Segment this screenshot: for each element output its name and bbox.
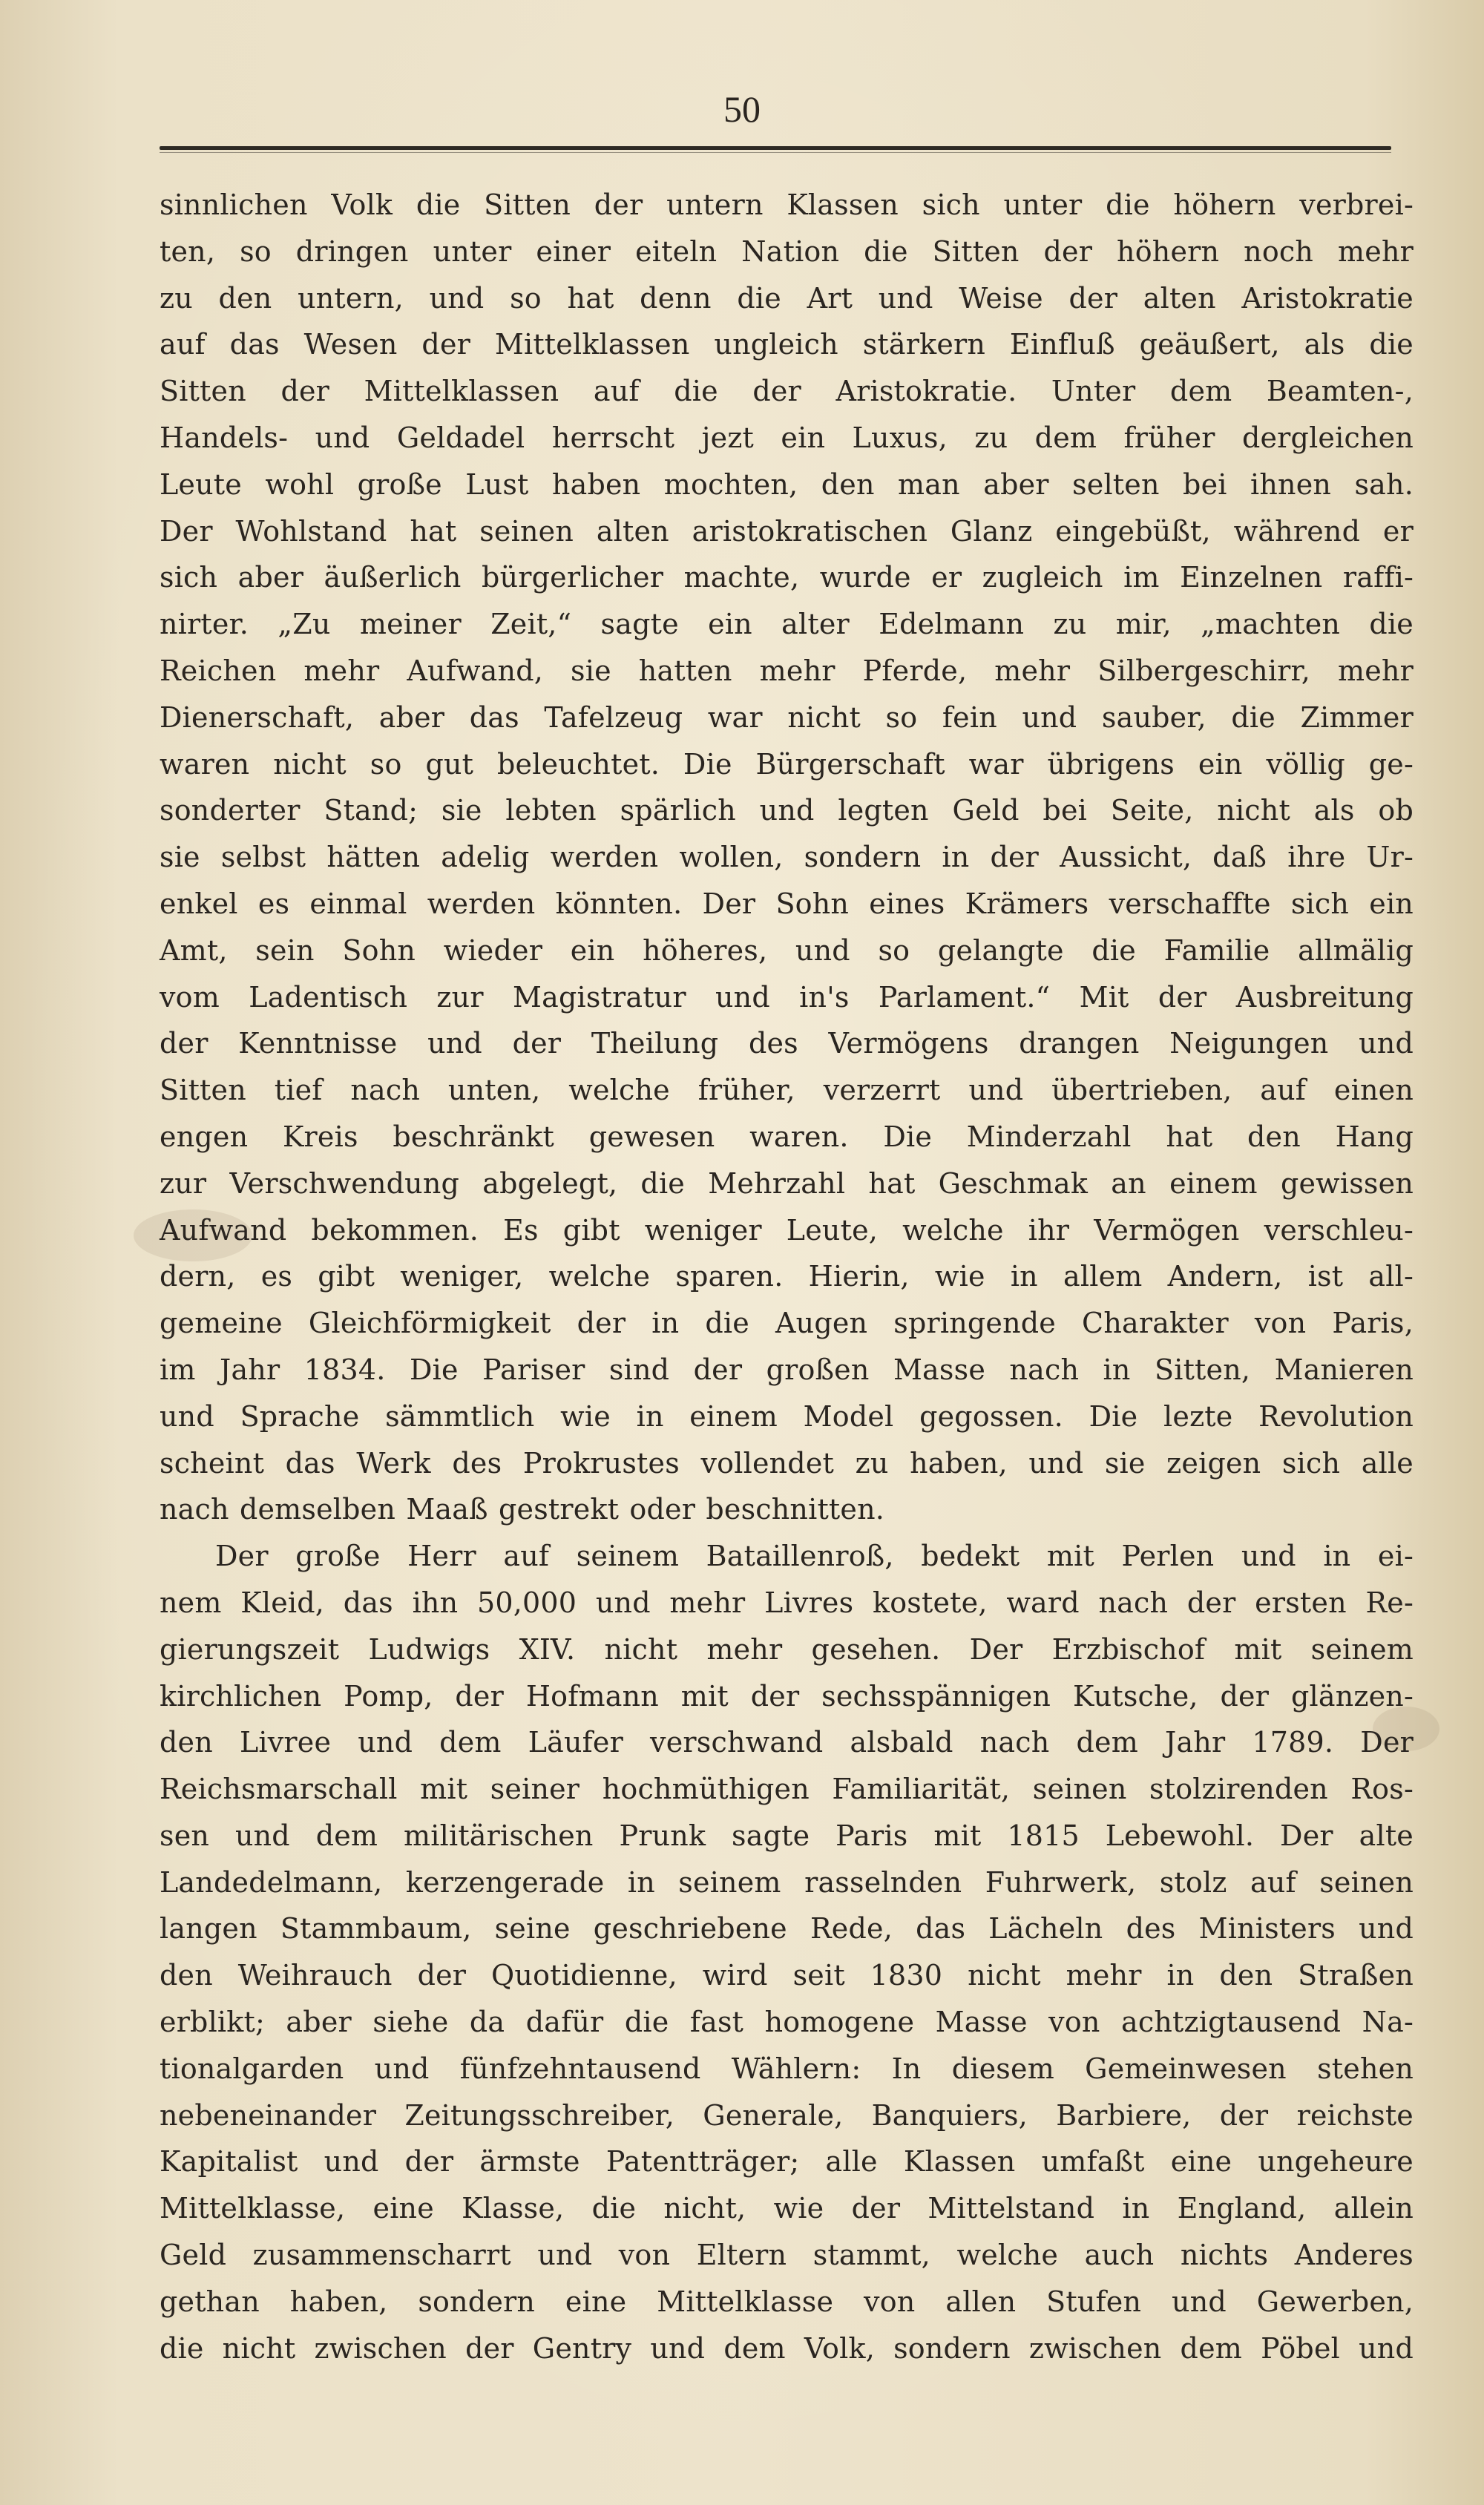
text-line: ten, so dringen unter einer eiteln Nation die Sitten der höhern noch mehr: [160, 234, 1414, 268]
header-rule-shadow: [160, 152, 1391, 153]
text-line: kirchlichen Pomp, der Hofmann mit der sechsspännigen Kutsche, der glänzen-: [160, 1679, 1414, 1713]
paragraph-1: [160, 182, 1414, 1533]
text-line: gethan haben, sondern eine Mittelklasse von allen Stufen und Gewerben,: [160, 2285, 1414, 2318]
text-line: nach demselben Maaß gestrekt oder beschnitten.: [160, 1493, 885, 1526]
paragraph-2: [160, 1533, 1414, 2371]
text-line: dern, es gibt weniger, welche sparen. Hierin, wie in allem Andern, ist all-: [160, 1260, 1414, 1293]
text-line: Sitten tief nach unten, welche früher, verzerrt und übertrieben, auf einen: [160, 1074, 1414, 1107]
text-line: auf das Wesen der Mittelklassen ungleich stärkern Einfluß geäußert, als die: [160, 328, 1414, 361]
text-line: Geld zusammenscharrt und von Eltern stammt, welche auch nichts Anderes: [160, 2239, 1414, 2272]
text-line: Handels- und Geldadel herrscht jezt ein Luxus, zu dem früher dergleichen: [160, 421, 1414, 454]
text-line: zur Verschwendung abgelegt, die Mehrzahl hat Geschmak an einem gewissen: [160, 1166, 1414, 1200]
text-line: Sitten der Mittelklassen auf die der Aristokratie. Unter dem Beamten-,: [160, 375, 1414, 408]
text-line: den Livree und dem Läufer verschwand alsbald nach dem Jahr 1789. Der: [160, 1726, 1414, 1759]
text-line: Amt, sein Sohn wieder ein höheres, und so gelangte die Familie allmälig: [160, 933, 1414, 967]
text-line: tionalgarden und fünfzehntausend Wählern: In diesem Gemeinwesen stehen: [160, 2052, 1414, 2085]
text-line: im Jahr 1834. Die Pariser sind der großen Masse nach in Sitten, Manieren: [160, 1353, 1414, 1386]
text-line: sen und dem militärischen Prunk sagte Paris mit 1815 Lebewohl. Der alte: [160, 1819, 1414, 1852]
header-rule: [160, 146, 1391, 150]
text-line: scheint das Werk des Prokrustes vollendet zu haben, und sie zeigen sich alle: [160, 1446, 1414, 1480]
text-line: langen Stammbaum, seine geschriebene Rede, das Lächeln des Ministers und: [160, 1912, 1414, 1946]
text-line: sie selbst hätten adelig werden wollen, sondern in der Aussicht, daß ihre Ur-: [160, 841, 1414, 874]
text-line: sonderter Stand; sie lebten spärlich und legten Geld bei Seite, nicht als ob: [160, 794, 1414, 827]
text-line: Aufwand bekommen. Es gibt weniger Leute, welche ihr Vermögen verschleu-: [160, 1213, 1414, 1247]
text-line: Landedelmann, kerzengerade in seinem rasselnden Fuhrwerk, stolz auf seinen: [160, 1865, 1414, 1899]
text-line: Kapitalist und der ärmste Patentträger; alle Klassen umfaßt eine ungeheure: [160, 2145, 1414, 2179]
text-line: Reichen mehr Aufwand, sie hatten mehr Pferde, mehr Silbergeschirr, mehr: [160, 654, 1414, 687]
text-line: und Sprache sämmtlich wie in einem Model gegossen. Die lezte Revolution: [160, 1399, 1414, 1433]
text-line: den Weihrauch der Quotidienne, wird seit 1830 nicht mehr in den Straßen: [160, 1959, 1414, 1992]
text-line: gierungszeit Ludwigs XIV. nicht mehr gesehen. Der Erzbischof mit seinem: [160, 1632, 1414, 1666]
text-line: die nicht zwischen der Gentry und dem Volk, sondern zwischen dem Pöbel und: [160, 2331, 1414, 2365]
text-line: Der Wohlstand hat seinen alten aristokratischen Glanz eingebüßt, während er: [160, 514, 1414, 548]
text-line: Dienerschaft, aber das Tafelzeug war nicht so fein und sauber, die Zimmer: [160, 700, 1414, 734]
text-line: nem Kleid, das ihn 50,000 und mehr Livres kostete, ward nach der ersten Re-: [160, 1586, 1414, 1619]
text-line: waren nicht so gut beleuchtet. Die Bürgerschaft war übrigens ein völlig ge-: [160, 747, 1414, 781]
text-line: nebeneinander Zeitungsschreiber, Generale, Banquiers, Barbiere, der reichste: [160, 2098, 1414, 2132]
text-line: enkel es einmal werden könnten. Der Sohn eines Krämers verschaffte sich ein: [160, 887, 1414, 920]
page-number: 50: [723, 88, 761, 130]
text-line: sinnlichen Volk die Sitten der untern Klassen sich unter die höhern verbrei-: [160, 188, 1414, 221]
text-line: zu den untern, und so hat denn die Art und Weise der alten Aristokratie: [160, 281, 1414, 315]
text-line: engen Kreis beschränkt gewesen waren. Die Minderzahl hat den Hang: [160, 1120, 1414, 1153]
text-line: der Kenntnisse und der Theilung des Vermögens drangen Neigungen und: [160, 1027, 1414, 1060]
text-line: gemeine Gleichförmigkeit der in die Augen springende Charakter von Paris,: [160, 1307, 1414, 1340]
text-line: Reichsmarschall mit seiner hochmüthigen Familiarität, seinen stolzirenden Ros-: [160, 1773, 1414, 1806]
text-line: sich aber äußerlich bürgerlicher machte, wurde er zugleich im Einzelnen raffi-: [160, 561, 1414, 594]
text-line: erblikt; aber siehe da dafür die fast homogene Masse von achtzigtausend Na-: [160, 2006, 1414, 2039]
text-line: vom Ladentisch zur Magistratur und in's Parlament.“ Mit der Ausbreitung: [160, 980, 1414, 1014]
text-line: nirter. „Zu meiner Zeit,“ sagte ein alter Edelmann zu mir, „machten die: [160, 608, 1414, 641]
text-line: Der große Herr auf seinem Bataillenroß, bedekt mit Perlen und in ei-: [215, 1540, 1414, 1573]
text-line: Mittelklasse, eine Klasse, die nicht, wie der Mittelstand in England, allein: [160, 2192, 1414, 2225]
body-text: [160, 182, 1414, 2371]
text-line: Leute wohl große Lust haben mochten, den man aber selten bei ihnen sah.: [160, 467, 1414, 501]
